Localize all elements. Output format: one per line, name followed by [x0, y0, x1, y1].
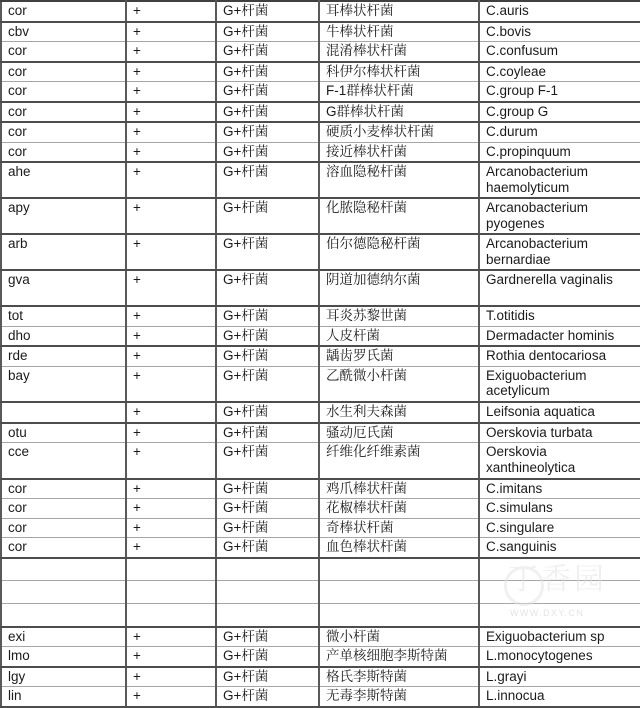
table-row	[1, 42, 640, 62]
cell-latin-name: C.group G	[479, 102, 640, 123]
table-row	[1, 366, 640, 402]
cell-latin-name: Arcanobacterium bernardiae	[479, 234, 640, 270]
cell-abbr: lmo	[1, 647, 126, 667]
watermark-logo: 丁香园	[508, 562, 607, 597]
cell-latin-name: Arcanobacterium haemolyticum	[479, 162, 640, 198]
cell-latin-name	[479, 558, 640, 581]
cell-latin-name: C.group F-1	[479, 82, 640, 102]
cell-chinese-name: 水生利夫森菌	[319, 402, 479, 423]
cell-morphology: G+杆菌	[216, 538, 319, 558]
cell-gram: +	[126, 270, 216, 306]
cell-gram: +	[126, 162, 216, 198]
table-row	[1, 82, 640, 102]
cell-latin-name: C.propinquum	[479, 142, 640, 162]
cell-abbr	[1, 604, 126, 627]
cell-latin-name: Oerskovia xanthineolytica	[479, 443, 640, 479]
cell-gram: +	[126, 366, 216, 402]
cell-abbr: cor	[1, 42, 126, 62]
cell-chinese-name: G群棒状杆菌	[319, 102, 479, 123]
cell-gram: +	[126, 198, 216, 234]
cell-gram: +	[126, 647, 216, 667]
cell-gram: +	[126, 346, 216, 366]
cell-chinese-name: 牛棒状杆菌	[319, 22, 479, 42]
table-row	[1, 687, 640, 707]
table-row	[1, 518, 640, 538]
cell-latin-name: C.coyleae	[479, 62, 640, 82]
cell-morphology: G+杆菌	[216, 270, 319, 306]
cell-abbr: arb	[1, 234, 126, 270]
cell-chinese-name: 血色棒状杆菌	[319, 538, 479, 558]
cell-chinese-name: 伯尔德隐秘杆菌	[319, 234, 479, 270]
cell-gram	[126, 558, 216, 581]
cell-chinese-name: 混淆棒状杆菌	[319, 42, 479, 62]
table-row	[1, 667, 640, 687]
cell-morphology: G+杆菌	[216, 518, 319, 538]
table-body	[1, 1, 640, 707]
cell-chinese-name: 无毒李斯特菌	[319, 687, 479, 707]
cell-gram: +	[126, 306, 216, 326]
table-row	[1, 538, 640, 558]
cell-abbr: lin	[1, 687, 126, 707]
cell-chinese-name: 耳棒状杆菌	[319, 1, 479, 22]
cell-morphology: G+杆菌	[216, 82, 319, 102]
cell-abbr: cce	[1, 443, 126, 479]
cell-abbr: cor	[1, 142, 126, 162]
cell-morphology: G+杆菌	[216, 326, 319, 346]
cell-morphology: G+杆菌	[216, 627, 319, 647]
cell-latin-name: L.innocua	[479, 687, 640, 707]
cell-chinese-name: 产单核细胞李斯特菌	[319, 647, 479, 667]
cell-morphology: G+杆菌	[216, 687, 319, 707]
cell-latin-name: L.monocytogenes	[479, 647, 640, 667]
cell-gram: +	[126, 687, 216, 707]
cell-abbr: gva	[1, 270, 126, 306]
cell-abbr: cor	[1, 102, 126, 123]
cell-morphology: G+杆菌	[216, 234, 319, 270]
cell-gram: +	[126, 627, 216, 647]
cell-abbr: cor	[1, 499, 126, 519]
table-row	[1, 1, 640, 22]
table-row	[1, 62, 640, 82]
cell-gram: +	[126, 667, 216, 687]
cell-chinese-name: 龋齿罗氏菌	[319, 346, 479, 366]
table-row	[1, 162, 640, 198]
table-row	[1, 627, 640, 647]
table-row	[1, 346, 640, 366]
cell-abbr: cor	[1, 538, 126, 558]
cell-morphology: G+杆菌	[216, 198, 319, 234]
cell-abbr: cor	[1, 518, 126, 538]
table-row	[1, 234, 640, 270]
table-row-empty	[1, 558, 640, 581]
cell-morphology: G+杆菌	[216, 443, 319, 479]
table-row	[1, 479, 640, 499]
cell-gram: +	[126, 42, 216, 62]
cell-abbr: exi	[1, 627, 126, 647]
table-row	[1, 102, 640, 123]
cell-latin-name	[479, 581, 640, 604]
table-row	[1, 443, 640, 479]
cell-gram: +	[126, 518, 216, 538]
cell-latin-name: Oerskovia turbata	[479, 423, 640, 443]
cell-chinese-name: 花椒棒状杆菌	[319, 499, 479, 519]
cell-gram: +	[126, 22, 216, 42]
cell-abbr: dho	[1, 326, 126, 346]
cell-chinese-name: 耳炎苏黎世菌	[319, 306, 479, 326]
cell-morphology: G+杆菌	[216, 346, 319, 366]
cell-gram: +	[126, 82, 216, 102]
cell-morphology: G+杆菌	[216, 366, 319, 402]
cell-gram: +	[126, 479, 216, 499]
cell-chinese-name: 阴道加德纳尔菌	[319, 270, 479, 306]
cell-latin-name: Leifsonia aquatica	[479, 402, 640, 423]
cell-morphology	[216, 558, 319, 581]
cell-latin-name: C.sanguinis	[479, 538, 640, 558]
table-row	[1, 122, 640, 142]
cell-morphology: G+杆菌	[216, 162, 319, 198]
cell-chinese-name: 溶血隐秘杆菌	[319, 162, 479, 198]
cell-abbr: apy	[1, 198, 126, 234]
cell-morphology: G+杆菌	[216, 667, 319, 687]
table-row	[1, 402, 640, 423]
cell-latin-name: T.otitidis	[479, 306, 640, 326]
cell-morphology: G+杆菌	[216, 22, 319, 42]
cell-latin-name: Exiguobacterium acetylicum	[479, 366, 640, 402]
cell-morphology: G+杆菌	[216, 306, 319, 326]
cell-chinese-name: 乙酰微小杆菌	[319, 366, 479, 402]
cell-latin-name: Rothia dentocariosa	[479, 346, 640, 366]
cell-abbr: ahe	[1, 162, 126, 198]
cell-abbr: cor	[1, 479, 126, 499]
cell-abbr: bay	[1, 366, 126, 402]
cell-gram: +	[126, 423, 216, 443]
cell-chinese-name: 奇棒状杆菌	[319, 518, 479, 538]
cell-latin-name: Gardnerella vaginalis	[479, 270, 640, 306]
cell-gram: +	[126, 1, 216, 22]
table-row	[1, 198, 640, 234]
cell-chinese-name	[319, 604, 479, 627]
table-row-empty	[1, 604, 640, 627]
cell-morphology: G+杆菌	[216, 423, 319, 443]
cell-gram: +	[126, 234, 216, 270]
cell-abbr: cor	[1, 1, 126, 22]
cell-latin-name: C.imitans	[479, 479, 640, 499]
cell-abbr	[1, 558, 126, 581]
cell-chinese-name: 硬质小麦棒状杆菌	[319, 122, 479, 142]
cell-chinese-name: 格氏李斯特菌	[319, 667, 479, 687]
table-row	[1, 270, 640, 306]
cell-latin-name	[479, 604, 640, 627]
cell-gram: +	[126, 538, 216, 558]
cell-chinese-name: 人皮杆菌	[319, 326, 479, 346]
cell-chinese-name: 骚动厄氏菌	[319, 423, 479, 443]
cell-latin-name: L.grayi	[479, 667, 640, 687]
cell-morphology: G+杆菌	[216, 499, 319, 519]
cell-morphology: G+杆菌	[216, 479, 319, 499]
table-row	[1, 306, 640, 326]
cell-gram: +	[126, 142, 216, 162]
cell-chinese-name	[319, 558, 479, 581]
cell-latin-name: Arcanobacterium pyogenes	[479, 198, 640, 234]
cell-chinese-name: 微小杆菌	[319, 627, 479, 647]
table-row-empty	[1, 581, 640, 604]
cell-abbr: otu	[1, 423, 126, 443]
table-row	[1, 423, 640, 443]
cell-abbr	[1, 581, 126, 604]
cell-abbr	[1, 402, 126, 423]
cell-morphology	[216, 581, 319, 604]
cell-latin-name: Dermadacter hominis	[479, 326, 640, 346]
table-row	[1, 647, 640, 667]
cell-latin-name: C.confusum	[479, 42, 640, 62]
cell-abbr: cor	[1, 82, 126, 102]
cell-gram: +	[126, 499, 216, 519]
cell-morphology: G+杆菌	[216, 1, 319, 22]
cell-abbr: cor	[1, 62, 126, 82]
cell-latin-name: C.durum	[479, 122, 640, 142]
cell-gram	[126, 604, 216, 627]
cell-gram: +	[126, 326, 216, 346]
cell-chinese-name: 纤维化纤维素菌	[319, 443, 479, 479]
cell-morphology: G+杆菌	[216, 402, 319, 423]
table-row	[1, 499, 640, 519]
cell-abbr: cbv	[1, 22, 126, 42]
cell-chinese-name: 接近棒状杆菌	[319, 142, 479, 162]
cell-latin-name: Exiguobacterium sp	[479, 627, 640, 647]
cell-chinese-name: 科伊尔棒状杆菌	[319, 62, 479, 82]
cell-abbr: lgy	[1, 667, 126, 687]
cell-abbr: tot	[1, 306, 126, 326]
cell-chinese-name: 鸡爪棒状杆菌	[319, 479, 479, 499]
cell-gram: +	[126, 122, 216, 142]
cell-morphology: G+杆菌	[216, 42, 319, 62]
table-row	[1, 142, 640, 162]
cell-morphology: G+杆菌	[216, 102, 319, 123]
cell-gram: +	[126, 102, 216, 123]
cell-gram: +	[126, 443, 216, 479]
cell-morphology	[216, 604, 319, 627]
cell-latin-name: C.bovis	[479, 22, 640, 42]
cell-latin-name: C.singulare	[479, 518, 640, 538]
table-row	[1, 326, 640, 346]
cell-morphology: G+杆菌	[216, 62, 319, 82]
cell-morphology: G+杆菌	[216, 122, 319, 142]
cell-latin-name: C.auris	[479, 1, 640, 22]
cell-gram: +	[126, 62, 216, 82]
cell-gram	[126, 581, 216, 604]
cell-chinese-name: 化脓隐秘杆菌	[319, 198, 479, 234]
cell-abbr: rde	[1, 346, 126, 366]
watermark-url: WWW.DXY.CN	[510, 608, 585, 618]
cell-chinese-name: F-1群棒状杆菌	[319, 82, 479, 102]
table-row	[1, 22, 640, 42]
cell-latin-name: C.simulans	[479, 499, 640, 519]
cell-morphology: G+杆菌	[216, 142, 319, 162]
cell-abbr: cor	[1, 122, 126, 142]
cell-chinese-name	[319, 581, 479, 604]
cell-morphology: G+杆菌	[216, 647, 319, 667]
cell-gram: +	[126, 402, 216, 423]
